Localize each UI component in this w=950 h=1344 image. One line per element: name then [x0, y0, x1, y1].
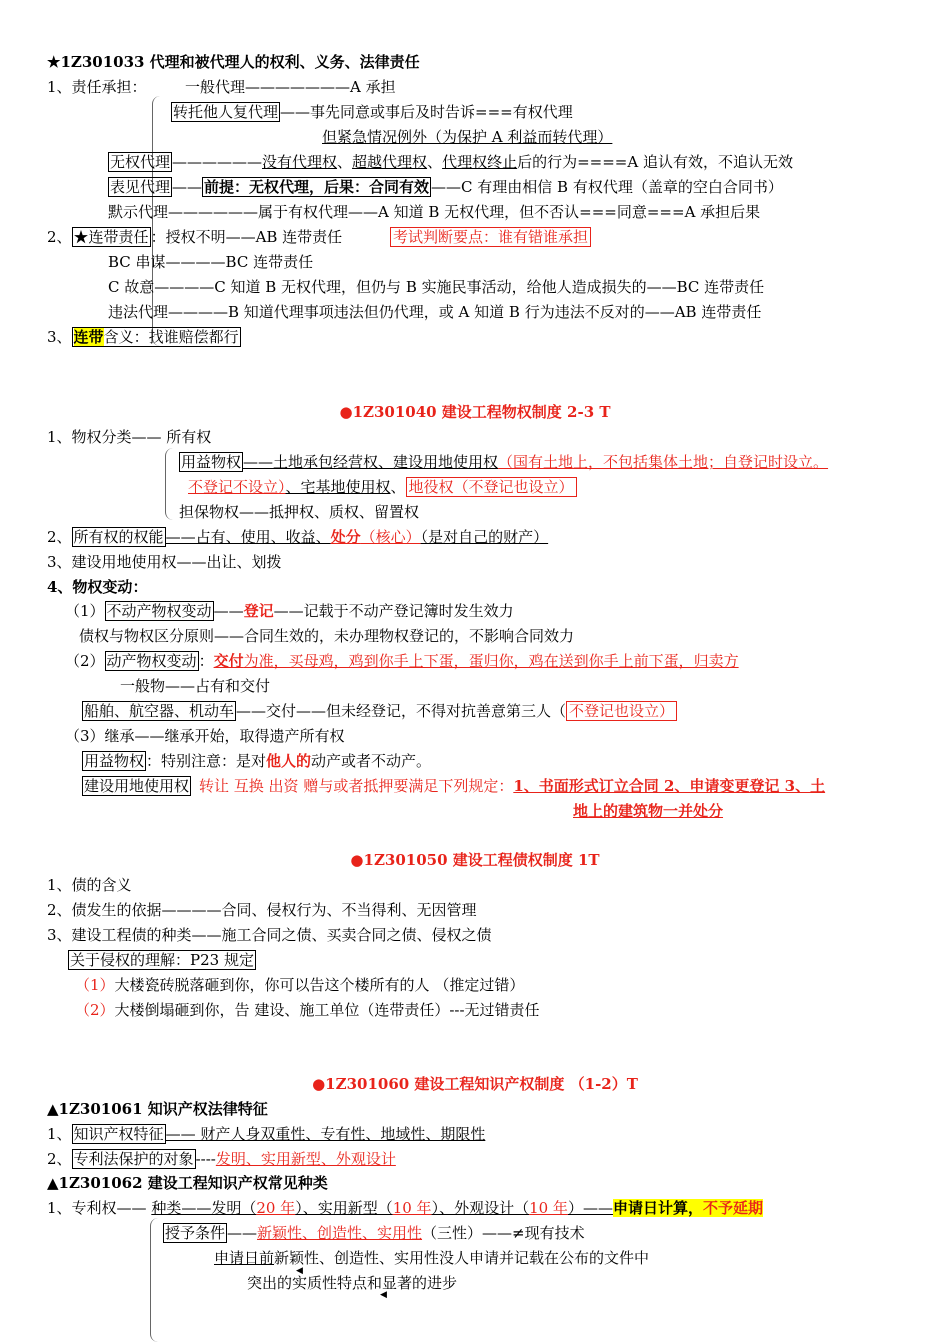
property-changes: 4、物权变动： — [47, 578, 148, 596]
num: （1） — [65, 602, 105, 620]
own-property-note: （是对自己的财产） — [420, 528, 549, 546]
possess-use-benefit: ——占有、使用、收益、 — [165, 528, 331, 546]
box-apparent-premise: 前提：无权代理，后果：合同有效 — [204, 178, 430, 196]
num: （1） — [75, 976, 115, 994]
section-title-ip: ●1Z301060 建设工程知识产权制度 （1-2）T — [312, 1075, 638, 1093]
debt-types: 3、建设工程债的种类——施工合同之债、买卖合同之债、侵权之债 — [47, 926, 492, 944]
building-collapse: 大楼倒塌砸到你，告 建设、施工单位（连带责任）---无过错责任 — [114, 1001, 540, 1019]
transfer-conditions: 转让 互换 出资 赠与或者抵押要满足下列规定： — [199, 777, 514, 795]
dash: —— — [227, 1224, 258, 1242]
inventive-step: 突出的实质性特点和显著的进步 — [247, 1274, 458, 1292]
line-chattel-change — [65, 651, 739, 671]
before-filing-date: 申请日前 — [214, 1249, 275, 1267]
tort-understanding-wrap — [68, 950, 256, 970]
dash: —————— — [172, 153, 263, 171]
debt-meaning: 1、债的含义 — [47, 876, 132, 894]
line-joint-liability — [47, 227, 342, 247]
box-unauthorized-agency: 无权代理 — [110, 153, 171, 171]
vehicles-text: ——交付——但未经登记，不得对抗善意第三人（ — [236, 702, 567, 720]
exceed-authority: 超越代理权 — [352, 153, 428, 171]
line-usufruct-note — [82, 751, 431, 771]
brace-property — [165, 448, 174, 520]
usufruct-note: （国有土地上，不包括集体土地；自登记时设立。 — [498, 453, 829, 471]
subsection-ip-features: ▲1Z301061 知识产权法律特征 — [47, 1100, 268, 1118]
section-title-property: ●1Z301040 建设工程物权制度 2-3 T — [339, 403, 611, 421]
years-10b: 10 年 — [529, 1199, 568, 1217]
num: （2） — [75, 1001, 115, 1019]
box-realty-change: 不动产物权变动 — [106, 602, 212, 620]
line-before-filing — [214, 1248, 649, 1268]
no-authority: 没有代理权 — [262, 153, 338, 171]
ip-features-list: —— 财产人身双重性、专有性、地域性、期限性 — [165, 1125, 486, 1143]
conditions-cont: 地上的建筑物一并处分 — [573, 802, 724, 820]
box-joint-meaning — [72, 327, 241, 347]
three-properties: 新颖性、创造性、实用性 — [257, 1224, 423, 1242]
num: 2、 — [47, 228, 72, 246]
box-usufruct-2: 用益物权 — [84, 752, 145, 770]
conditions-1-3: 1、书面形式订立合同 2、申请变更登记 3、土 — [513, 777, 826, 795]
box-vehicles: 船舶、航空器、机动车 — [84, 702, 235, 720]
no-register-set-box: 不登记也设立） — [566, 701, 677, 721]
num: （2） — [65, 652, 105, 670]
type-utility: ）、实用新型（ — [295, 1199, 393, 1217]
section-title-debt: ●1Z301050 建设工程债权制度 1T — [350, 851, 600, 869]
not-existing-tech: （三性）——≠现有技术 — [422, 1224, 585, 1242]
dash: —— — [213, 602, 244, 620]
line-responsibility — [47, 77, 147, 97]
exam-point-wrap — [390, 227, 591, 247]
colon: ： — [198, 652, 214, 670]
patent-objects-list: 发明、实用新型、外观设计 — [215, 1150, 396, 1168]
no-register-no-set: 不登记不设立） — [188, 478, 286, 496]
line-unauthorized-agency — [108, 152, 793, 172]
tort-case-2 — [75, 1000, 540, 1020]
tort-case-1 — [75, 975, 524, 995]
line-patent-objects — [47, 1149, 396, 1169]
type-design: ）、外观设计（ — [431, 1199, 530, 1217]
patent-right: 1、专利权—— — [47, 1199, 152, 1217]
dash: ）—— — [567, 1199, 613, 1217]
c-intentional: C 故意————C 知道 B 无权代理，但仍与 B 实施民事活动，给他人造成损失的——BC 连带责任 — [108, 278, 765, 296]
box-usufruct: 用益物权 — [181, 453, 242, 471]
sep: 、 — [390, 478, 406, 496]
joint-highlight: 连带 — [73, 328, 104, 346]
unclear-authorization: ：授权不明——AB 连带责任 — [150, 228, 343, 246]
line-ip-features — [47, 1124, 485, 1144]
section-title-agency: ★1Z301033 代理和被代理人的权利、义务、法律责任 — [47, 53, 420, 71]
general-agency: 一般代理———————A 承担 — [185, 78, 396, 96]
line-vehicles — [82, 701, 677, 721]
filing-date-calc: 申请日计算， — [612, 1199, 703, 1217]
general-goods: 一般物——占有和交付 — [120, 677, 271, 695]
line-sub-agency — [171, 102, 573, 122]
num: 1、 — [47, 1125, 72, 1143]
exam-point-box: 考试判断要点：谁有错谁承担 — [390, 227, 591, 247]
bc-collusion: BC 串谋————BC 连带责任 — [108, 253, 314, 271]
arrow-left-icon: ◀ — [296, 1266, 303, 1276]
registration-effect: ——记载于不动产登记簿时发生效力 — [273, 602, 514, 620]
box-tort-understanding: 关于侵权的理解：P23 规定 — [70, 951, 254, 969]
implied-agency: 默示代理——————属于有权代理——A 知道 B 无权代理，但不否认===同意===A 承担后果 — [108, 203, 761, 221]
land-use-rights: 3、建设用地使用权——出让、划拨 — [47, 553, 282, 571]
apparent-agency-text: ——C 有理由相信 B 有权代理（盖章的空白合同书） — [431, 178, 783, 196]
years-10a: 10 年 — [392, 1199, 432, 1217]
chicken-example: 为准，买母鸡，鸡到你手上下蛋，蛋归你，鸡在送到你手上前下蛋，归卖方 — [243, 652, 739, 670]
distinction-principle: 债权与物权区分原则——合同生效的，未办理物权登记的，不影响合同效力 — [79, 627, 575, 645]
num: 2、 — [47, 528, 72, 546]
no-extension: 不予延期 — [702, 1199, 763, 1217]
box-patent-objects: 专利法保护的对象 — [73, 1150, 194, 1168]
dash: —— — [172, 178, 203, 196]
delivery: 交付 — [213, 652, 244, 670]
line-usufruct-cont — [188, 477, 577, 497]
sep: 、 — [427, 153, 443, 171]
core-note: （核心） — [360, 528, 421, 546]
line-land-use-transfer — [82, 776, 825, 796]
box-grant-conditions: 授予条件 — [165, 1224, 226, 1242]
debt-basis: 2、债发生的依据————合同、侵权行为、不当得利、无因管理 — [47, 901, 477, 919]
subsection-ip-types: ▲1Z301062 建设工程知识产权常见种类 — [47, 1174, 328, 1192]
line-grant-conditions — [163, 1223, 585, 1243]
emergency-exception: 但紧急情况例外（为保护 A 利益而转代理） — [322, 128, 613, 146]
land-contract-rights: ——土地承包经营权、建设用地使用权 — [243, 453, 499, 471]
tile-falling: 大楼瓷砖脱落砸到你，你可以告这个楼所有的人 （推定过错） — [114, 976, 525, 994]
special-note: ：特别注意：是对 — [146, 752, 267, 770]
box-apparent-agency: 表见代理 — [110, 178, 171, 196]
box-chattel-change: 动产物权变动 — [106, 652, 197, 670]
box-ip-features: 知识产权特征 — [73, 1125, 164, 1143]
joint-meaning-text: 含义：找谁赔偿都行 — [103, 328, 239, 346]
box-sub-agency: 转托他人复代理 — [173, 103, 279, 121]
property-classification: 1、物权分类—— 所有权 — [47, 428, 212, 446]
line-apparent-agency — [108, 177, 783, 197]
easement-box: 地役权（不登记也设立） — [406, 477, 577, 497]
others: 他人的 — [266, 752, 312, 770]
box-ownership-powers: 所有权的权能 — [73, 528, 164, 546]
sep: 、 — [337, 153, 353, 171]
box-joint-liability: ★连带责任 — [73, 228, 149, 246]
inheritance: （3）继承——继承开始，取得遗产所有权 — [65, 727, 345, 745]
line-ownership-powers — [47, 527, 548, 547]
brace-patent — [150, 1218, 159, 1342]
line-patent-types — [47, 1198, 763, 1218]
registration: 登记 — [243, 602, 274, 620]
sub-agency-text: ——事先同意或事后及时告诉===有权代理 — [280, 103, 573, 121]
disposal: 处分 — [330, 528, 361, 546]
line-usufruct — [179, 452, 828, 472]
authority-terminated: 代理权终止 — [442, 153, 518, 171]
movable-immovable: 动产或者不动产。 — [311, 752, 432, 770]
type-invention: 种类——发明（ — [151, 1199, 257, 1217]
years-20: 20 年 — [256, 1199, 296, 1217]
line-realty-change — [65, 601, 514, 621]
security-rights: 担保物权——抵押权、质权、留置权 — [179, 503, 420, 521]
illegal-agency: 违法代理————B 知道代理事项违法但仍代理，或 A 知道 B 行为违法不反对的——AB 连带责任 — [108, 303, 762, 321]
num: 3、 — [47, 328, 72, 346]
line-joint-meaning — [47, 327, 241, 347]
novelty-desc: 新颖性、创造性、实用性没人申请并记载在公布的文件中 — [274, 1249, 650, 1267]
box-land-use: 建设用地使用权 — [84, 777, 190, 795]
homestead-rights: 、宅基地使用权 — [285, 478, 391, 496]
num: 2、 — [47, 1150, 72, 1168]
unauthorized-result: 后的行为====A 追认有效，不追认无效 — [517, 153, 793, 171]
arrow-left-icon: ◀ — [380, 1290, 387, 1300]
label-responsibility: 1、责任承担： — [47, 78, 147, 96]
dash: ---- — [195, 1150, 216, 1168]
